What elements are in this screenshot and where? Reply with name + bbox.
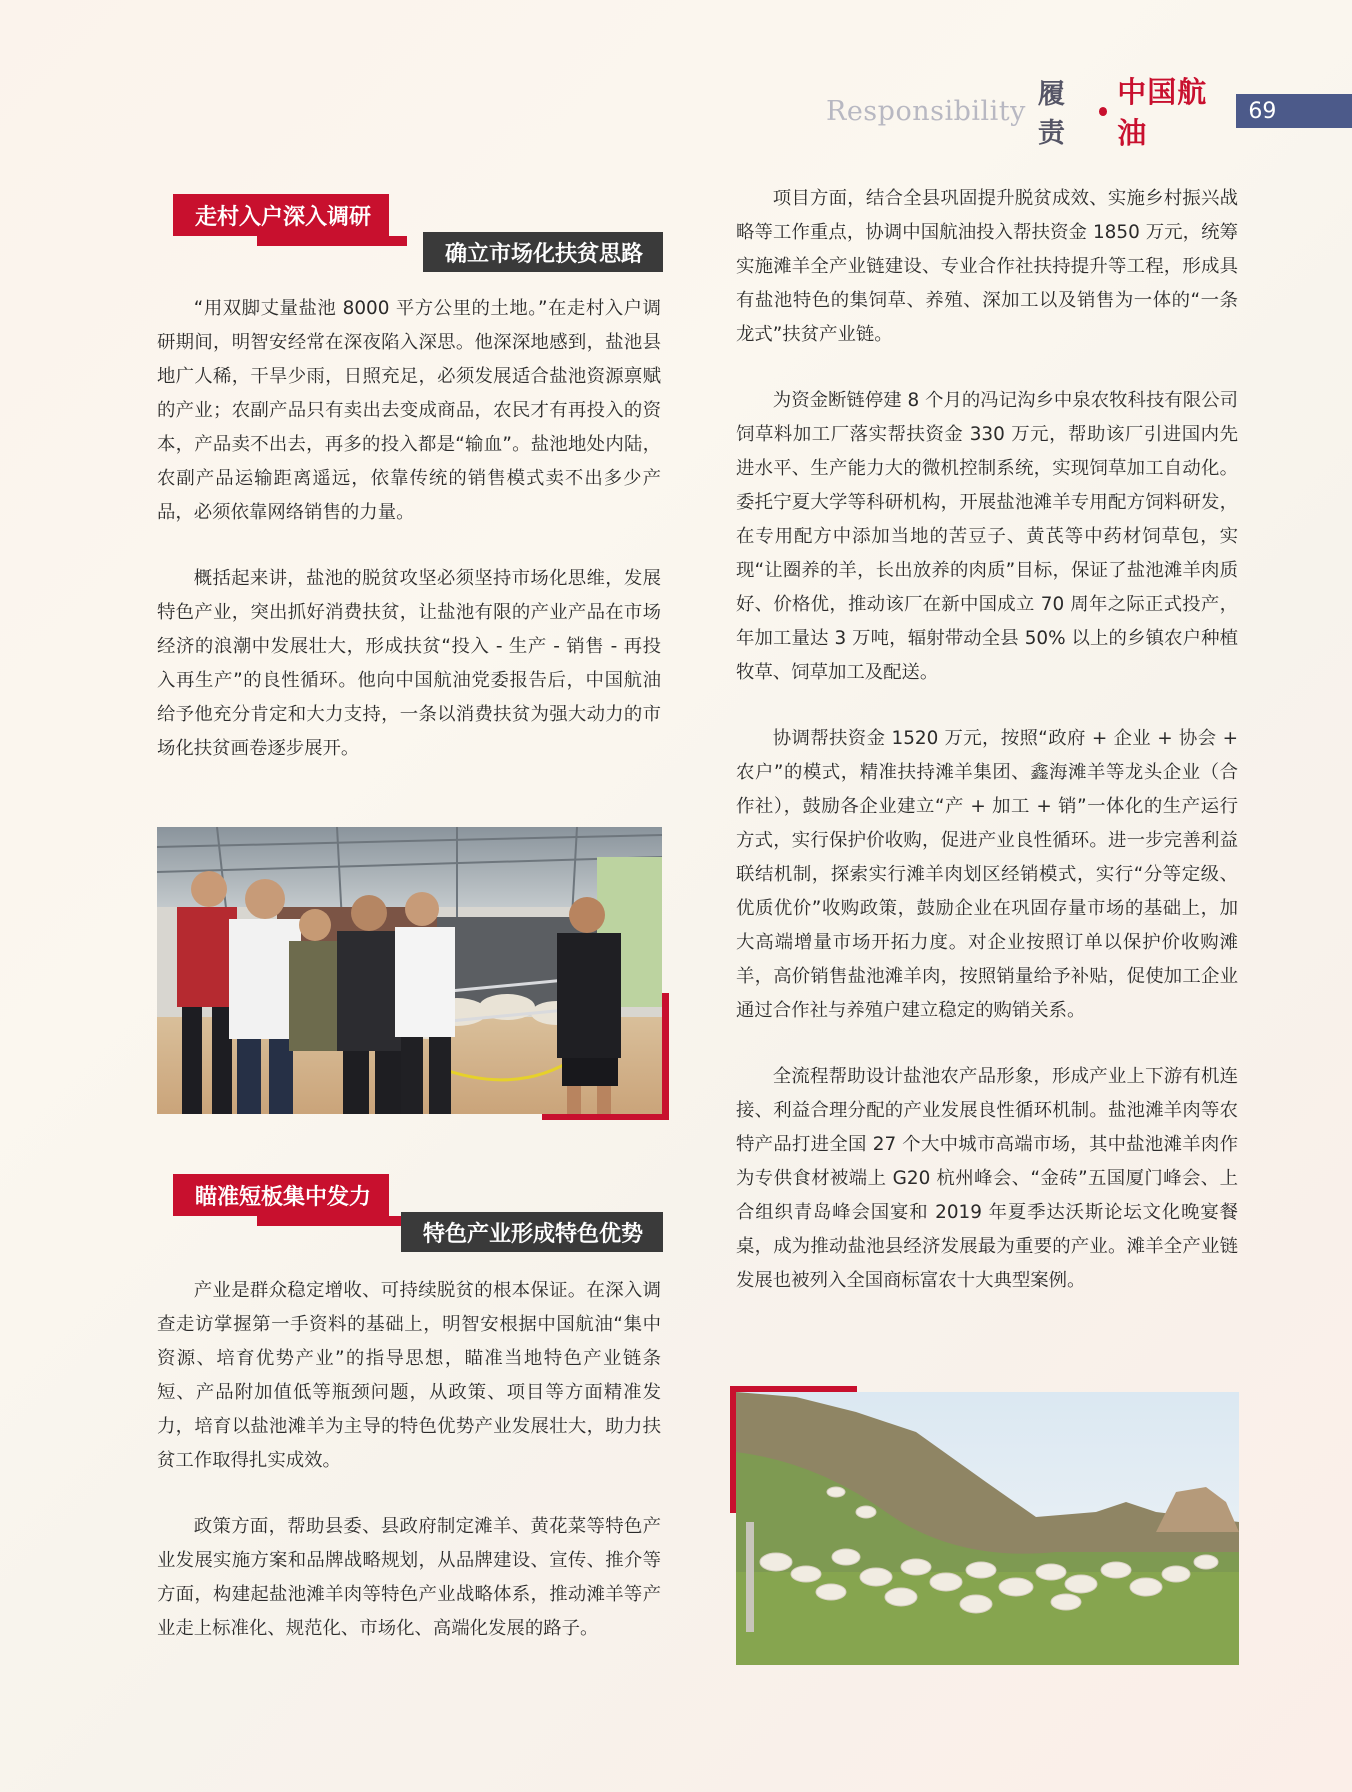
paragraph: 概括起来讲，盐池的脱贫攻坚必须坚持市场化思维，发展特色产业，突出抓好消费扶贫，让盐池有限的产业产品在市场经济的浪潮中发展壮大，形成扶贫“投入 - 生产 - 销售 - 再投入再生产”的良性循环。他向中国航油党委报告后，中国航油给予他充分肯定和大力支持，一条以消费扶贫为强大动力的市场化扶贫画卷逐步展开。 (157, 568, 661, 759)
page-number: 69 (1236, 94, 1352, 128)
section1-subtitle: 确立市场化扶贫思路 (423, 232, 663, 272)
section2-subtitle: 特色产业形成特色优势 (401, 1212, 663, 1252)
title-decoration (257, 1216, 407, 1226)
section1-heading: 走村入户深入调研 (173, 194, 389, 236)
grazing-sheep-photo (736, 1392, 1239, 1665)
paragraph: 协调帮扶资金 1520 万元，按照“政府 + 企业 + 协会 + 农户”的模式，精准扶持滩羊集团、鑫海滩羊等龙头企业（合作社），鼓励各企业建立“产 + 加工 + 销”一体化的生产运行方式，实行保护价收购，促进产业良性循环。进一步完善利益联结机制，探索实行滩羊肉划区经销模式，实行“分等定级、优质优价”收购政策，鼓励企业在巩固存量市场的基础上，加大高端增量市场开拓力度。对企业按照订单以保护价收购滩羊，高价销售盐池滩羊肉，按照销量给予补贴，促使加工企业通过合作社与养殖户建立稳定的购销关系。 (736, 728, 1238, 1021)
paragraph: 政策方面，帮助县委、县政府制定滩羊、黄花菜等特色产业发展实施方案和品牌战略规划，从品牌建设、宣传、推介等方面，构建起盐池滩羊肉等特色产业战略体系，推动滩羊等产业走上标准化、规范化、市场化、高端化发展的路子。 (157, 1516, 661, 1639)
paragraph: 为资金断链停建 8 个月的冯记沟乡中泉农牧科技有限公司饲草料加工厂落实帮扶资金 330 万元，帮助该厂引进国内先进水平、生产能力大的微机控制系统，实现饲草加工自动化。委托宁夏大学等科研机构，开展盐池滩羊专用配方饲料研发，在专用配方中添加当地的苦豆子、黄芪等中药材饲草包，实现“让圈养的羊，长出放养的肉质”目标，保证了盐池滩羊肉质好、价格优，推动该厂在新中国成立 70 周年之际正式投产，年加工量达 3 万吨，辐射带动全县 50% 以上的乡镇农户种植牧草、饲草加工及配送。 (736, 390, 1238, 683)
left-column (157, 292, 661, 798)
title-decoration (257, 236, 407, 246)
paragraph: 全流程帮助设计盐池农产品形象，形成产业上下游有机连接、利益合理分配的产业发展良性循环机制。盐池滩羊肉等农特产品打进全国 27 个大中城市高端市场，其中盐池滩羊肉作为专供食材被端上 G20 杭州峰会、“金砖”五国厦门峰会、上合组织青岛峰会国宴和 2019 年夏季达沃斯论坛文化晚宴餐桌，成为推动盐池县经济发展最为重要的产业。滩羊全产业链发展也被列入全国商标富农十大典型案例。 (736, 1066, 1238, 1291)
paragraph: 产业是群众稳定增收、可持续脱贫的根本保证。在深入调查走访掌握第一手资料的基础上，明智安根据中国航油“集中资源、培育优势产业”的指导思想，瞄准当地特色产业链条短、产品附加值低等瓶颈问题，从政策、项目等方面精准发力，培育以盐池滩羊为主导的特色优势产业发展壮大，助力扶贫工作取得扎实成效。 (157, 1280, 661, 1471)
separator-dot (1099, 107, 1107, 116)
paragraph: 项目方面，结合全县巩固提升脱贫成效、实施乡村振兴战略等工作重点，协调中国航油投入帮扶资金 1850 万元，统筹实施滩羊全产业链建设、专业合作社扶持提升等工程，形成具有盐池特色的集饲草、养殖、深加工以及销售为一体的“一条龙式”扶贫产业链。 (736, 188, 1238, 345)
left-column-lower (157, 1274, 661, 1678)
barn-scene-image (157, 827, 662, 1114)
brand-name: 中国航油 (1117, 75, 1208, 150)
section-label-en: Responsibility (826, 95, 1026, 127)
section-label-cn: 履责 (1037, 79, 1065, 149)
section2-title (157, 1166, 663, 1256)
sheep-pasture-image (736, 1392, 1239, 1665)
section2-heading: 瞄准短板集中发力 (173, 1174, 389, 1216)
barn-inspection-photo (157, 827, 662, 1114)
page-header (826, 75, 1352, 150)
paragraph: “用双脚丈量盐池 8000 平方公里的土地。”在走村入户调研期间，明智安经常在深夜陷入深思。他深深地感到，盐池县地广人稀，干旱少雨，日照充足，必须发展适合盐池资源禀赋的产业；农副产品只有卖出去变成商品，农民才有再投入的资本，产品卖不出去，再多的投入都是“输血”。盐池地处内陆，农副产品运输距离遥远，依靠传统的销售模式卖不出多少产品，必须依靠网络销售的力量。 (157, 298, 661, 523)
right-column (736, 182, 1238, 1330)
section1-title (157, 186, 663, 276)
